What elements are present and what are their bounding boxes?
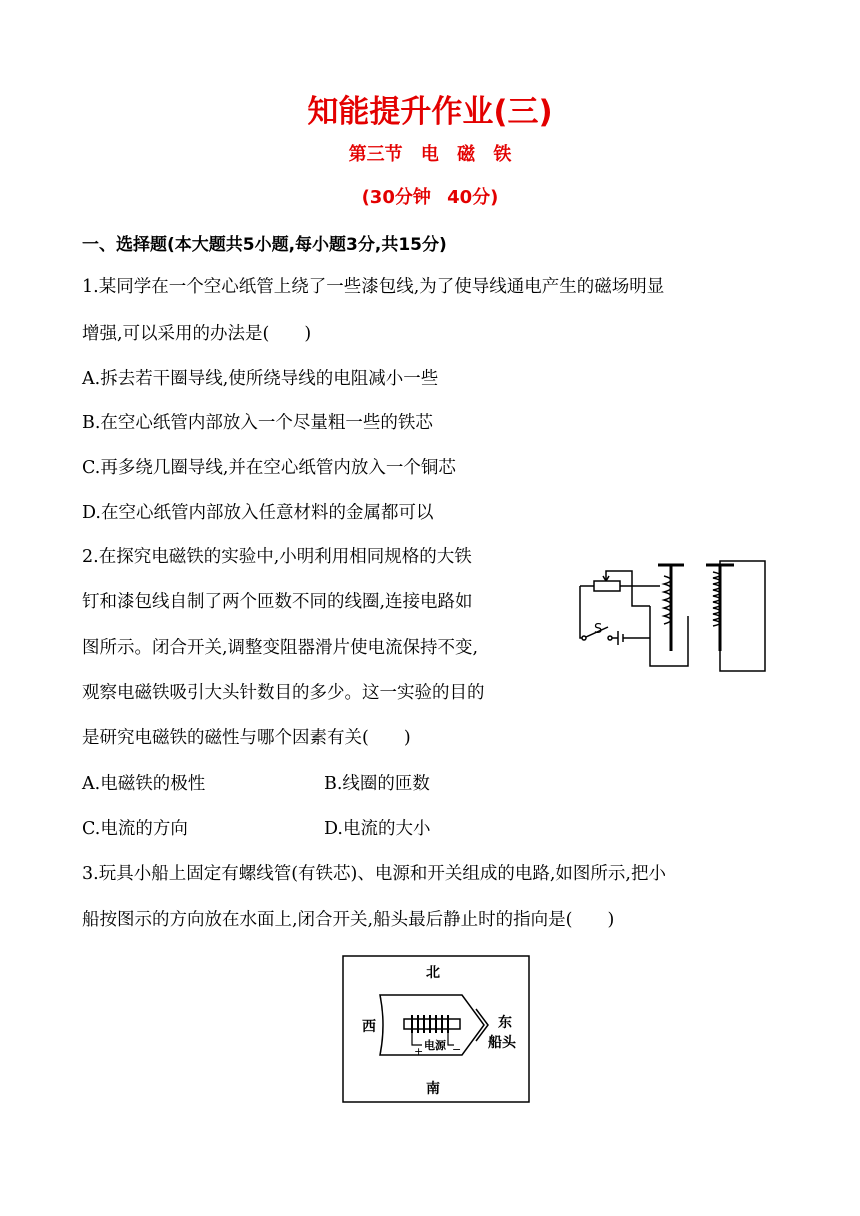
east-label: 东: [498, 1015, 512, 1031]
page-title: 知能提升作业(三): [307, 94, 553, 130]
q1-option-c: C.再多绕几圈导线,并在空心纸管内放入一个铜芯: [82, 458, 456, 478]
switch-label: S: [594, 622, 603, 637]
q1-option-a: A.拆去若干圈导线,使所绕导线的电阻减小一些: [82, 369, 439, 389]
bow-label: 船头: [488, 1035, 516, 1051]
south-label: 南: [426, 1081, 440, 1097]
q2-stem-line-3: 图所示。闭合开关,调整变阻器滑片使电流保持不变,: [82, 638, 479, 658]
q1-stem-line-1: 1.某同学在一个空心纸管上绕了一些漆包线,为了使导线通电产生的磁场明显: [82, 277, 665, 297]
minus-sign: −: [452, 1043, 462, 1056]
q2-stem-line-4: 观察电磁铁吸引大头针数目的多少。这一实验的目的: [82, 683, 485, 703]
q2-option-a: A.电磁铁的极性: [82, 774, 206, 794]
electromagnet-circuit-figure: [570, 556, 770, 676]
q1-option-d: D.在空心纸管内部放入任意材料的金属都可以: [82, 503, 434, 523]
q3-stem-line-1: 3.玩具小船上固定有螺线管(有铁芯)、电源和开关组成的电路,如图所示,把小: [82, 864, 666, 884]
section-subtitle: 第三节 电 磁 铁: [348, 144, 512, 165]
plus-sign: +: [414, 1045, 424, 1058]
power-source-label: 电源: [424, 1039, 446, 1052]
time-score-note: (30分钟 40分): [361, 187, 499, 208]
q1-stem-line-2: 增强,可以采用的办法是( ): [82, 324, 312, 344]
q2-stem-line-5: 是研究电磁铁的磁性与哪个因素有关( ): [82, 728, 411, 748]
section-heading-multiple-choice: 一、选择题(本大题共5小题,每小题3分,共15分): [82, 235, 447, 255]
q2-option-d: D.电流的大小: [324, 819, 431, 839]
q2-option-b: B.线圈的匝数: [324, 774, 430, 794]
q3-stem-line-2: 船按图示的方向放在水面上,闭合开关,船头最后静止时的指向是( ): [82, 910, 615, 930]
q2-stem-line-2: 钉和漆包线自制了两个匝数不同的线圈,连接电路如: [82, 592, 473, 612]
q2-option-c: C.电流的方向: [82, 819, 188, 839]
west-label: 西: [362, 1019, 376, 1035]
q1-option-b: B.在空心纸管内部放入一个尽量粗一些的铁芯: [82, 413, 433, 433]
q2-stem-line-1: 2.在探究电磁铁的实验中,小明利用相同规格的大铁: [82, 547, 472, 567]
north-label: 北: [426, 965, 440, 981]
toy-boat-solenoid-figure: [342, 955, 530, 1103]
